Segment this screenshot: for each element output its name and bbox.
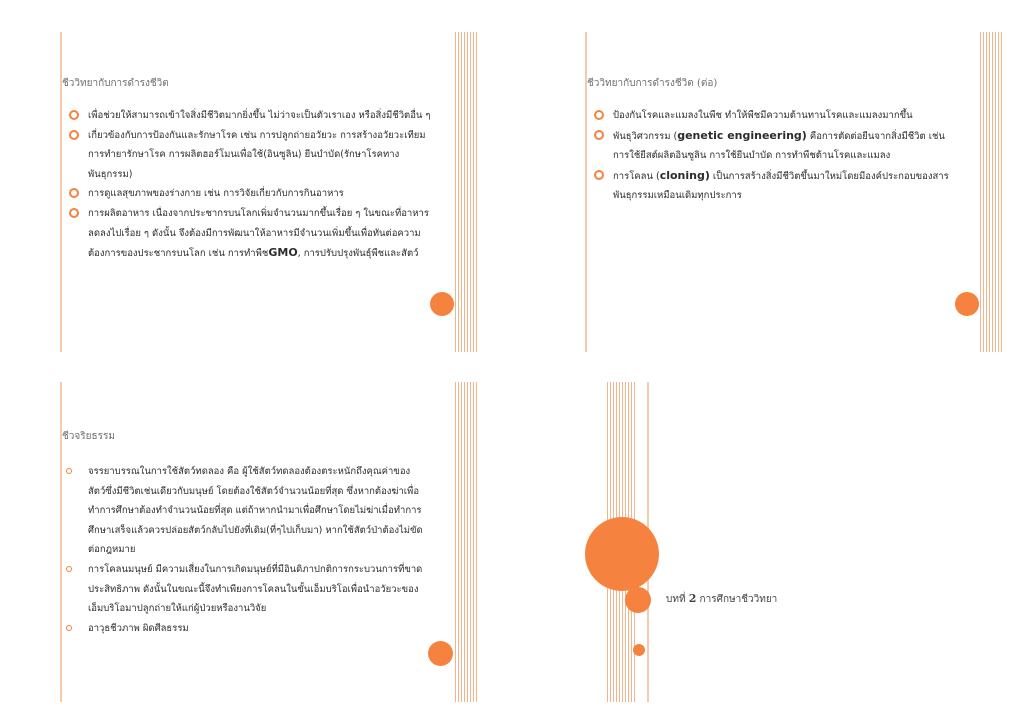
bullet-circle-icon — [66, 625, 72, 631]
chapter-number: 2 — [688, 592, 697, 605]
bullet-circle-icon — [69, 110, 79, 120]
bullet-item: อาวุธชีวภาพ ผิดศีลธรรม — [64, 619, 424, 639]
slide-title: ชีววิทยากับการดำรงชีวิต (ต่อ) — [587, 78, 718, 89]
genetic-engineering-term: genetic engineering) — [677, 128, 807, 142]
bullet-circle-icon — [594, 170, 604, 180]
bullet-list — [64, 462, 424, 638]
bullet-item: การดูแลสุขภาพของร่างกาย เช่น การวิจัยเกี่ยวกับการกินอาหาร — [64, 184, 436, 204]
slide-1 — [60, 32, 515, 352]
bullet-item: เพื่อช่วยให้สามารถเข้าใจสิ่งมีชีวิตมากยิ่งขึ้น ไม่ว่าจะเป็นตัวเราเอง หรือสิ่งมีชีวิตอื่น ๆ — [64, 106, 436, 126]
slide-2 — [585, 32, 1030, 352]
slide-3 — [60, 382, 515, 702]
bullet-circle-icon — [594, 130, 604, 140]
bullet-item: พันธุวิศวกรรม (genetic engineering) คือการตัดต่อยีนจากสิ่งมีชีวิต เช่น การใช้ยีสต์ผลิตอินซูลิน การใช้ยีนบำบัด การทำพืชต้านโรคและแมลง — [589, 126, 961, 166]
bullet-circle-icon — [69, 130, 79, 140]
gmo-term: GMO — [268, 246, 298, 260]
decorative-circle — [955, 292, 979, 316]
bullet-list — [64, 106, 436, 264]
bullet-list — [589, 106, 961, 206]
bullet-circle-icon — [69, 208, 79, 218]
bullet-item: ป้องกันโรคและแมลงในพืช ทำให้พืชมีความต้านทานโรคและแมลงมากขึ้น — [589, 106, 961, 126]
decorative-stripes — [455, 382, 477, 702]
decorative-circle-small — [633, 644, 645, 656]
bullet-item: การผลิตอาหาร เนื่องจากประชากรบนโลกเพิ่มจำนวนมากขึ้นเรื่อย ๆ ในขณะที่อาหารลดลงไปเรื่อย ๆ ดังนั้น จึงต้องมีการพัฒนาให้อาหารมีจำนวนเพิ่มขึ้นเพื่อทันต่อความต้องการของประชากรบนโลก เช่น การทำพืชGMO, การปรับปรุงพันธุ์พืชและสัตว์ — [64, 204, 436, 264]
cloning-term: cloning) — [659, 168, 710, 182]
slide-4-cover — [585, 382, 1030, 702]
slide-title: ชีวจริยธรรม — [62, 431, 115, 442]
bullet-item: การโคลน (cloning) เป็นการสร้างสิ่งมีชีวิตขึ้นมาใหม่โดยมีองค์ประกอบของสารพันธุกรรมเหมือนเดิมทุกประการ — [589, 166, 961, 206]
decorative-stripes — [455, 32, 477, 352]
decorative-circle-large — [585, 517, 659, 591]
bullet-circle-icon — [594, 110, 604, 120]
decorative-circle — [430, 292, 454, 316]
decorative-circle — [428, 641, 453, 666]
decorative-stripes — [980, 32, 1002, 352]
bullet-item: เกี่ยวข้องกับการป้องกันและรักษาโรค เช่น การปลูกถ่ายอวัยวะ การสร้างอวัยวะเทียม การทำยารักษาโรค การผลิตฮอร์โมนเพื่อใช้(อินซูลิน) ยีนบำบัด(รักษาโรคทางพันธุกรรม) — [64, 126, 436, 185]
chapter-title: บทที่ 2 การศึกษาชีววิทยา — [666, 592, 778, 605]
bullet-item: จรรยาบรรณในการใช้สัตว์ทดลอง คือ ผู้ใช้สัตว์ทดลองต้องตระหนักถึงคุณค่าของสัตว์ซึ่งมีชีวิตเช่นเดียวกับมนุษย์ โดยต้องใช้สัตว์จำนวนน้อยที่สุด ซึ่งหากต้องฆ่าเพื่อทำการศึกษาต้องทำจำนวนน้อยที่สุด แต่ถ้าหากนำมาเพื่อศึกษาโดยไม่ฆ่าเมื่อทำการศึกษาเสร็จแล้วควรปล่อยสัตว์กลับไปยังที่เดิม(ที่ๆไปเก็บมา) หากใช้สัตว์ป่าต้องไม่ขัดต่อกฎหมาย — [64, 462, 424, 560]
bullet-item: การโคลนมนุษย์ มีความเสี่ยงในการเกิดมนุษย์ที่มีอินดิภาปกติการกระบวนการที่ขาดประสิทธิภาพ ดังนั้นในขณะนี้จึงทำเพียงการโคลนในขั้นเอ็มบริโอเพื่อนำอวัยวะของเอ็มบริโอมาปลูกถ่ายให้แก่ผู้ป่วยหรืองานวิจัย — [64, 560, 424, 619]
bullet-circle-icon — [66, 566, 72, 572]
bullet-circle-icon — [69, 188, 79, 198]
slide-title: ชีววิทยากับการดำรงชีวิต — [62, 78, 169, 89]
decorative-circle-medium — [625, 587, 651, 613]
bullet-circle-icon — [66, 468, 72, 474]
